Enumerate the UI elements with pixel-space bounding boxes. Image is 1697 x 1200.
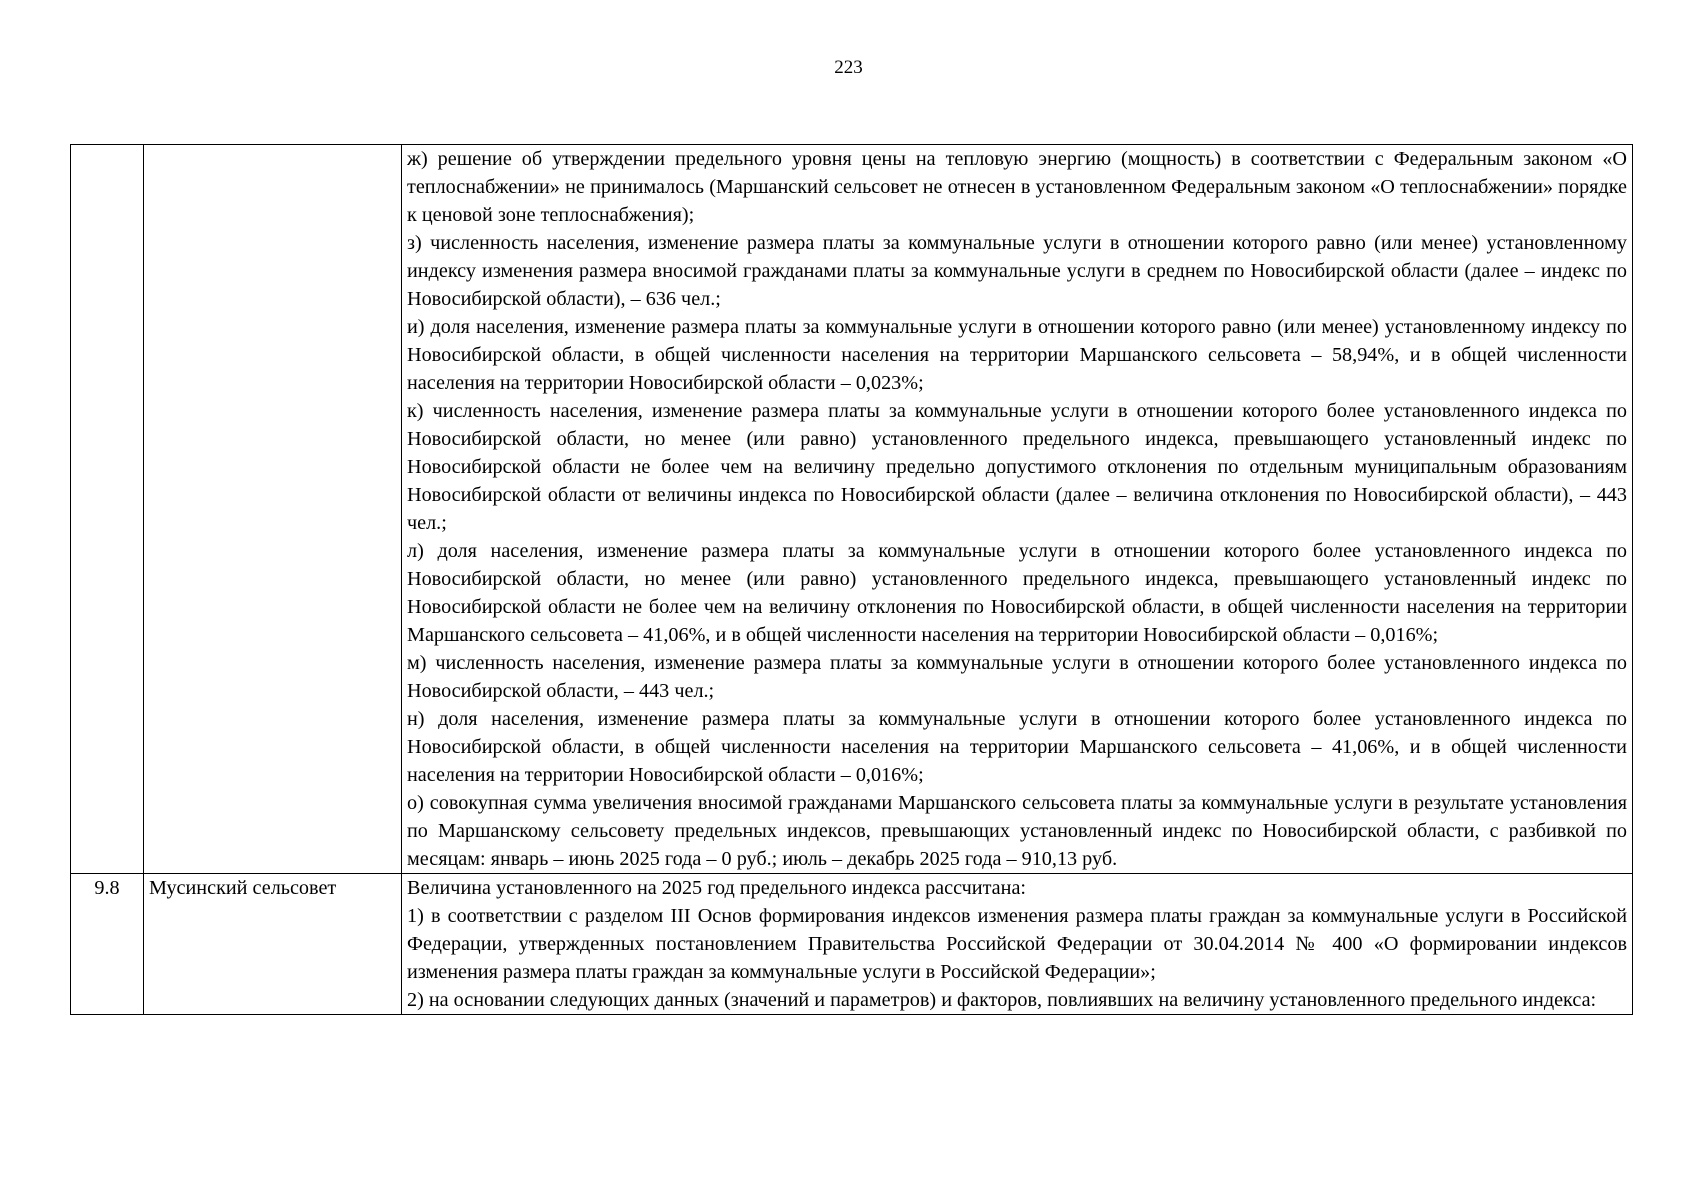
paragraph-k: к) численность населения, изменение размера платы за коммунальные услуги в отношении которого более установленного индекса по Новосибирской области, но менее (или равно) установленного предельного индекса, превышающего установленный индекс по Новосибирской области не более чем на величину предельно допустимого отклонения по отдельным муниципальным образованиям Новосибирской области от величины индекса по Новосибирской области (далее – величина отклонения по Новосибирской области), – 443 чел.;	[407, 400, 1627, 534]
page-number: 223	[834, 57, 863, 78]
paragraph-l: л) доля населения, изменение размера платы за коммунальные услуги в отношении которого более установленного индекса по Новосибирской области, но менее (или равно) установленного предельного индекса, превышающего установленный индекс по Новосибирской области не более чем на величину отклонения по Новосибирской области, в общей численности населения на территории Маршанского сельсовета – 41,06%, и в общей численности населения на территории Новосибирской области – 0,016%;	[407, 540, 1627, 646]
table-row	[71, 145, 1633, 874]
description-cell	[402, 874, 1633, 1015]
paragraph-1: 1) в соответствии с разделом III Основ формирования индексов изменения размера платы граждан за коммунальные услуги в Российской Федерации, утвержденных постановлением Правительства Российской Федерации от 30.04.2014 № 400 «О формировании индексов изменения размера платы граждан за коммунальные услуги в Российской Федерации»;	[407, 905, 1627, 983]
paragraph-2: 2) на основании следующих данных (значений и параметров) и факторов, повлиявших на величину установленного предельного индекса:	[407, 989, 1597, 1011]
municipality-name-cell: Мусинский сельсовет	[144, 874, 402, 1015]
paragraph-z: з) численность населения, изменение размера платы за коммунальные услуги в отношении которого равно (или менее) установленному индексу изменения размера вносимой гражданами платы за коммунальные услуги в среднем по Новосибирской области (далее – индекс по Новосибирской области), – 636 чел.;	[407, 232, 1627, 310]
paragraph-n: н) доля населения, изменение размера платы за коммунальные услуги в отношении которого более установленного индекса по Новосибирской области, в общей численности населения на территории Маршанского сельсовета – 41,06%, и в общей численности населения на территории Новосибирской области – 0,016%;	[407, 708, 1627, 786]
paragraph-zh: ж) решение об утверждении предельного уровня цены на тепловую энергию (мощность) в соответствии с Федеральным законом «О теплоснабжении» не принималось (Маршанский сельсовет не отнесен в установленном Федеральным законом «О теплоснабжении» порядке к ценовой зоне теплоснабжения);	[407, 148, 1627, 226]
document-table	[70, 144, 1633, 1015]
description-cell	[402, 145, 1633, 874]
row-number-cell: 9.8	[71, 874, 144, 1015]
row-number-cell	[71, 145, 144, 874]
table-row	[71, 874, 1633, 1015]
paragraph-o: о) совокупная сумма увеличения вносимой гражданами Маршанского сельсовета платы за коммунальные услуги в результате установления по Маршанскому сельсовету предельных индексов, превышающих установленный индекс по Новосибирской области, с разбивкой по месяцам: январь – июнь 2025 года – 0 руб.; июль – декабрь 2025 года – 910,13 руб.	[407, 792, 1627, 870]
municipality-name-cell	[144, 145, 402, 874]
paragraph-m: м) численность населения, изменение размера платы за коммунальные услуги в отношении которого более установленного индекса по Новосибирской области, – 443 чел.;	[407, 652, 1627, 702]
paragraph-i: и) доля населения, изменение размера платы за коммунальные услуги в отношении которого равно (или менее) установленному индексу по Новосибирской области, в общей численности населения на территории Маршанского сельсовета – 58,94%, и в общей численности населения на территории Новосибирской области – 0,023%;	[407, 316, 1627, 394]
paragraph-intro: Величина установленного на 2025 год предельного индекса рассчитана:	[407, 877, 1027, 899]
